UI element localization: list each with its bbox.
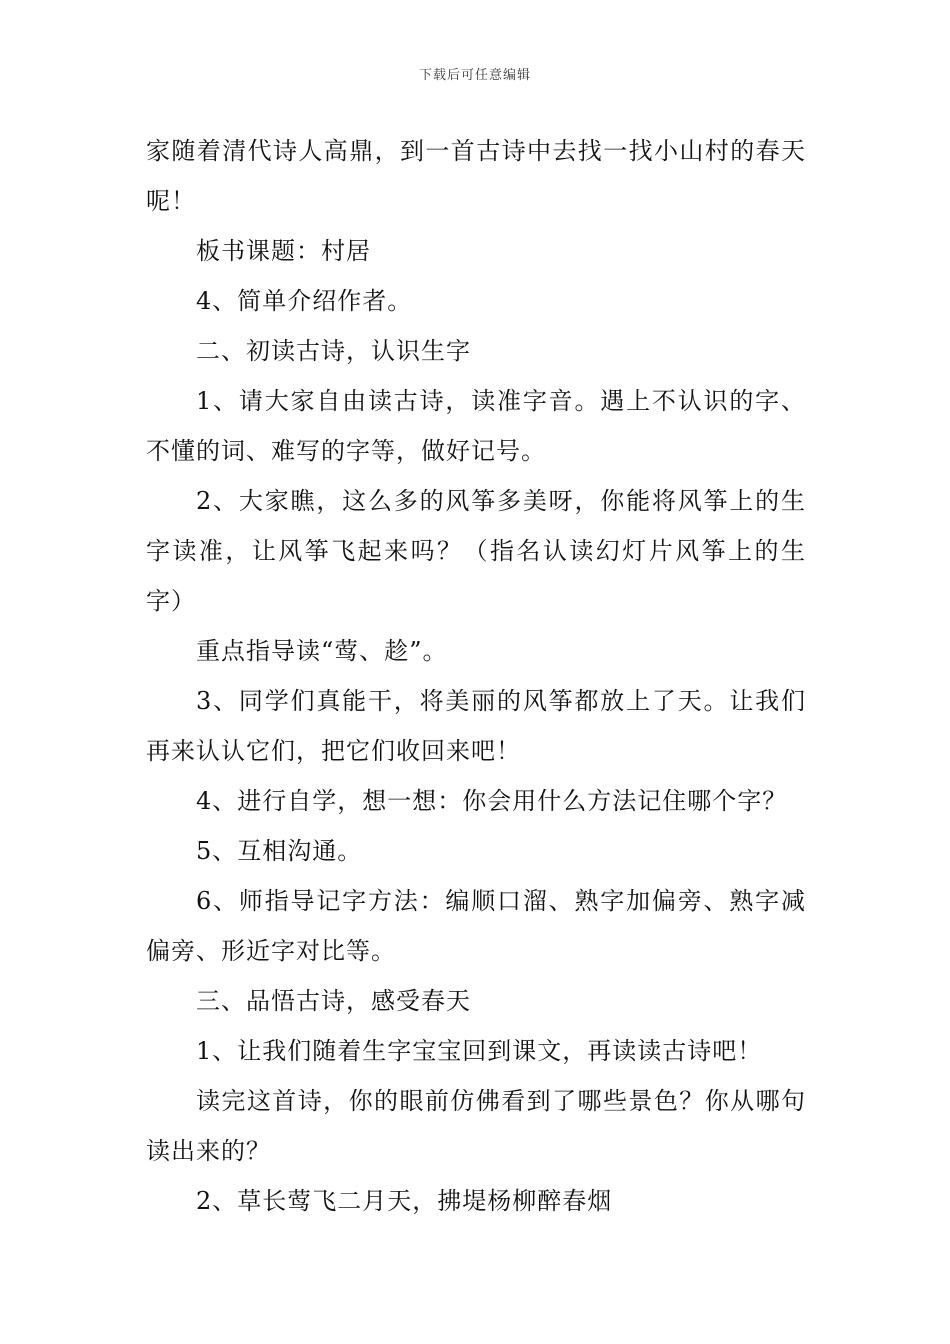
document-body [146,126,806,1226]
paragraph-9: 4、进行自学，想一想：你会用什么方法记住哪个字？ [196,787,788,815]
section-heading-2: 二、初读古诗，认识生字 [196,337,471,365]
paragraph-8: 3、同学们真能干，将美丽的风筝都放上了天。让我们再来认认它们，把它们收回来吧！ [146,687,806,765]
paragraph-1: 家随着清代诗人高鼎，到一首古诗中去找一找小山村的春天呢！ [146,137,806,215]
paragraph-3: 4、简单介绍作者。 [196,287,413,315]
paragraph-11: 6、师指导记字方法：编顺口溜、熟字加偏旁、熟字减偏旁、形近字对比等。 [146,887,806,965]
paragraph-5: 1、请大家自由读古诗，读准字音。遇上不认识的字、不懂的词、难写的字等，做好记号。 [146,387,806,465]
paragraph-10: 5、互相沟通。 [196,837,363,865]
page-header: 下载后可任意编辑 [418,68,531,83]
section-heading-3: 三、品悟古诗，感受春天 [196,987,471,1015]
paragraph-13: 1、让我们随着生字宝宝回到课文，再读读古诗吧！ [196,1037,763,1065]
paragraph-15: 2、草长莺飞二月天，拂堤杨柳醉春烟 [196,1187,613,1215]
paragraph-7: 重点指导读“莺、趁”。 [196,637,448,665]
paragraph-14: 读完这首诗，你的眼前仿佛看到了哪些景色？你从哪句读出来的？ [146,1087,806,1165]
paragraph-2: 板书课题：村居 [196,237,371,265]
paragraph-6: 2、大家瞧，这么多的风筝多美呀，你能将风筝上的生字读准，让风筝飞起来吗？（指名认读幻灯片风筝上的生字） [146,487,806,615]
